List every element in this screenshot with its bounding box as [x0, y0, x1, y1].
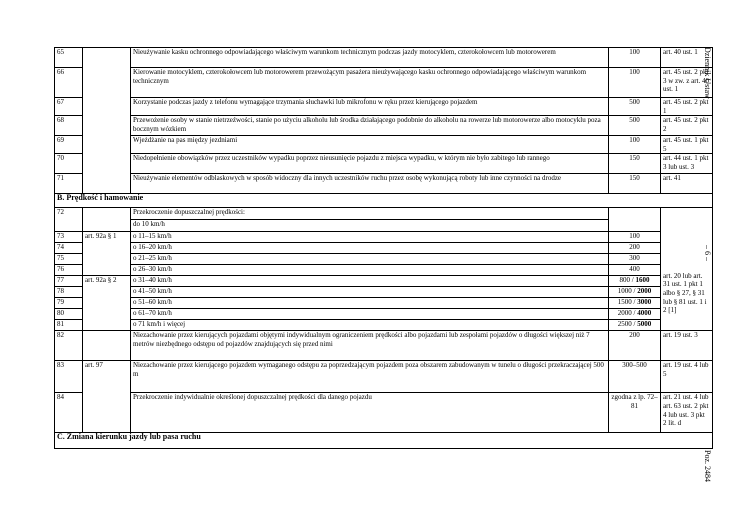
row-amount	[609, 309, 661, 320]
amount-repeat: 5000	[637, 320, 652, 329]
table-row	[55, 393, 713, 433]
row-number: 68	[55, 116, 83, 136]
row-description: Korzystanie podczas jazdy z telefonu wymagające trzymania słuchawki lub mikrofonu w ręku przez kierującego pojazdem	[131, 98, 609, 116]
empty-reference-cell	[83, 208, 131, 232]
table-row	[55, 309, 713, 320]
section-c-title: C. Zmiana kierunku jazdy lub pasa ruchu	[55, 433, 713, 449]
row-description: Niezachowanie przez kierujących pojazdami objętymi indywidualnym ograniczeniem prędkości albo pojazdami lub zespołami pojazdów o długości większej niż 7 metrów niezbędnego odstępu od pojazdów znajdujących się przed nimi	[131, 331, 609, 361]
row-description: o 51–60 km/h	[131, 298, 609, 309]
row-description: o 21–25 km/h	[131, 254, 609, 265]
fines-table	[54, 47, 713, 449]
row-amount: 100	[609, 232, 661, 243]
speed-header: Przekroczenie dopuszczalnej prędkości:	[131, 208, 609, 220]
row-article: art. 21 ust. 4 lub art. 63 ust. 2 pkt 4 lub ust. 3 pkt 2 lit. d	[661, 393, 713, 433]
row-number: 75	[55, 254, 83, 265]
row-article: art. 45 ust. 2 pkt 2	[661, 116, 713, 136]
amount-base: 1500 /	[617, 298, 638, 307]
row-number: 83	[55, 361, 83, 393]
table-row	[55, 98, 713, 116]
row-description: Wjeżdżanie na pas między jezdniami	[131, 136, 609, 154]
reference-92a-1: art. 92a § 1	[83, 232, 131, 276]
row-number: 78	[55, 287, 83, 298]
section-b-title: B. Prędkość i hamowanie	[55, 194, 713, 208]
table-row	[55, 298, 713, 309]
table-row	[55, 232, 713, 243]
empty-amount-cell	[609, 208, 661, 232]
table-row	[55, 243, 713, 254]
amount-repeat: 3000	[637, 298, 652, 307]
row-description: Niezachowanie przez kierującego pojazdem wymaganego odstępu za poprzedzającym pojazdem poza obszarem zabudowanym w tunelu o długości przekraczającej 500 m	[131, 361, 609, 393]
row-number: 76	[55, 265, 83, 276]
row-description: Nieużywanie kasku ochronnego odpowiadającego właściwym warunkom technicznym podczas jazdy motocyklem, czterokołowcem lub motorowerem	[131, 48, 609, 68]
row-description: Przewożenie osoby w stanie nietrzeźwości, stanie po użyciu alkoholu lub środka działającego podobnie do alkoholu na rowerze lub motorowerze albo motocyklu poza bocznym wózkiem	[131, 116, 609, 136]
table-row	[55, 174, 713, 194]
table-row	[55, 276, 713, 287]
row-amount: 300	[609, 254, 661, 265]
amount-repeat: 4000	[637, 309, 652, 318]
row-description: o 31–40 km/h	[131, 276, 609, 287]
row-amount: 100	[609, 48, 661, 68]
row-article: art. 45 ust. 2 pkt 3 w zw. z art. 40 ust. 1	[661, 68, 713, 98]
row-amount: 150	[609, 154, 661, 174]
row-number: 82	[55, 331, 83, 361]
amount-base: 2500 /	[617, 320, 638, 329]
section-header-row	[55, 433, 713, 449]
row-amount	[609, 287, 661, 298]
row-description: o 11–15 km/h	[131, 232, 609, 243]
row-description: o 41–50 km/h	[131, 287, 609, 298]
amount-base: 2000 /	[617, 309, 638, 318]
row-description: Nieużywanie elementów odblaskowych w sposób widoczny dla innych uczestników ruchu przez osobę wykonującą roboty lub inne czynności na drodze	[131, 174, 609, 194]
row-amount: 200	[609, 243, 661, 254]
row-description: do 10 km/h	[131, 220, 609, 232]
table-row	[55, 254, 713, 265]
table-row	[55, 265, 713, 276]
row-article: art. 44 ust. 1 pkt 3 lub ust. 3	[661, 154, 713, 174]
row-description: Kierowanie motocyklem, czterokołowcem lub motorowerem przewożącym pasażera nieużywającego kasku ochronnego odpowiadającego właściwym warunkom technicznym	[131, 68, 609, 98]
row-number: 69	[55, 136, 83, 154]
row-amount: 500	[609, 116, 661, 136]
row-amount: 500	[609, 98, 661, 116]
row-amount: 400	[609, 265, 661, 276]
journal-title: Dziennik Ustaw	[703, 47, 712, 99]
row-amount: 150	[609, 174, 661, 194]
section-header-row	[55, 194, 713, 208]
row-article: art. 19 ust. 3	[661, 331, 713, 361]
row-article: art. 45 ust. 2 pkt 1	[661, 98, 713, 116]
row-amount: zgodna z lp. 72–81	[609, 393, 661, 433]
row-description: o 26–30 km/h	[131, 265, 609, 276]
row-number: 79	[55, 298, 83, 309]
row-description: Przekroczenie indywidualnie określonej dopuszczalnej prędkości dla danego pojazdu	[131, 393, 609, 433]
row-number: 66	[55, 68, 83, 98]
page-number: – 6 –	[703, 245, 712, 261]
row-article: art. 40 ust. 1	[661, 48, 713, 68]
row-number: 72	[55, 208, 83, 232]
reference-92a-2: art. 92a § 2	[83, 276, 131, 331]
table-row	[55, 320, 713, 331]
row-amount: 100	[609, 136, 661, 154]
row-amount	[609, 320, 661, 331]
amount-repeat: 2000	[637, 287, 652, 296]
row-description: o 61–70 km/h	[131, 309, 609, 320]
speed-article: art. 20 lub art. 31 ust. 1 pkt 1 albo § 27, § 31 lub § 81 ust. 1 i 2 [1]	[661, 208, 713, 331]
amount-base: 1000 /	[617, 287, 638, 296]
table-row	[55, 208, 713, 220]
table-row	[55, 331, 713, 361]
row-amount: 200	[609, 331, 661, 361]
row-number: 65	[55, 48, 83, 68]
row-article: art. 45 ust. 1 pkt 5	[661, 136, 713, 154]
row-article: art. 41	[661, 174, 713, 194]
row-number: 80	[55, 309, 83, 320]
row-description: o 16–20 km/h	[131, 243, 609, 254]
row-description: o 71 km/h i więcej	[131, 320, 609, 331]
table-row	[55, 48, 713, 68]
position-number: Poz. 2484	[703, 450, 712, 482]
table-row	[55, 68, 713, 98]
table-row	[55, 116, 713, 136]
row-article: art. 19 ust. 4 lub 5	[661, 361, 713, 393]
row-amount: 100	[609, 68, 661, 98]
row-amount: 300–500	[609, 361, 661, 393]
row-number: 81	[55, 320, 83, 331]
row-number: 67	[55, 98, 83, 116]
table-row	[55, 136, 713, 154]
row-number: 84	[55, 393, 83, 433]
row-number: 70	[55, 154, 83, 174]
amount-repeat: 1600	[635, 276, 650, 285]
row-description: Niedopełnienie obowiązków przez uczestników wypadku poprzez nieusunięcie pojazdu z miejsca wypadku, w którym nie było zabitego lub rannego	[131, 154, 609, 174]
amount-base: 800 /	[619, 276, 636, 285]
table-row	[55, 361, 713, 393]
row-number: 73	[55, 232, 83, 243]
row-number: 74	[55, 243, 83, 254]
row-amount	[609, 276, 661, 287]
table-row	[55, 287, 713, 298]
row-amount	[609, 298, 661, 309]
row-number: 71	[55, 174, 83, 194]
reference-97: art. 97	[83, 361, 131, 433]
empty-reference-cell	[83, 331, 131, 361]
table-row	[55, 154, 713, 174]
empty-reference-cell	[83, 48, 131, 194]
row-number: 77	[55, 276, 83, 287]
